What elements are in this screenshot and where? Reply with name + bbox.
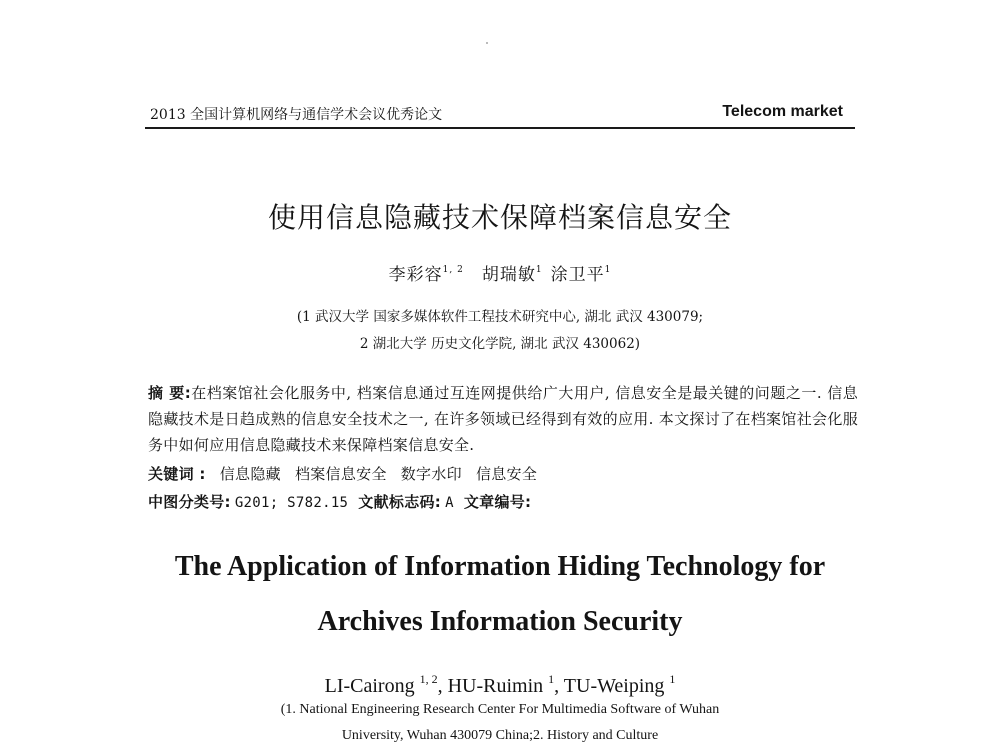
author-cn: 涂卫平 xyxy=(550,265,605,285)
keyword: 档案信息安全 xyxy=(294,465,387,483)
affiliation-en-line: University, Wuhan 430079 China;2. History and Culture xyxy=(341,728,659,743)
keywords-label: 关键词 : xyxy=(148,465,206,483)
affiliation-en-line: (1. National Engineering Research Center For Multimedia Software of Wuhan xyxy=(280,702,720,717)
affiliation-cn-line: 2 湖北大学 历史文化学院, 湖北 武汉 430062) xyxy=(359,336,641,352)
authors-english: LI-Cairong $^{1, 2}$, HU-Ruimin $^1$, TU-Weiping $^1$ xyxy=(324,672,676,697)
title-chinese: 使用信息隐藏技术保障档案信息安全 xyxy=(267,201,732,234)
article-number-label: 文章编号: xyxy=(463,493,532,511)
author-en: LI-Cairong xyxy=(324,675,415,697)
clc-label: 中图分类号: xyxy=(148,493,231,511)
classification-line xyxy=(148,489,858,516)
authors-chinese xyxy=(0,260,1000,285)
affiliation-cn-line: (1 武汉大学 国家多媒体软件工程技术研究中心, 湖北 武汉 430079; xyxy=(296,309,704,325)
author-en-affil: 1 xyxy=(669,672,676,686)
keyword: 信息安全 xyxy=(475,465,538,483)
clc-value: G201; S782.15 xyxy=(234,495,349,511)
scan-speck xyxy=(486,42,488,44)
author-cn: 胡瑞敏 xyxy=(481,265,536,285)
doc-code-value: A xyxy=(445,495,454,511)
title-english-line: The Application of Information Hiding Technology for xyxy=(174,551,826,582)
header-journal: Telecom market xyxy=(722,103,843,120)
doc-code-label: 文献标志码: xyxy=(358,493,442,511)
author-cn-affil: 1 xyxy=(604,265,612,275)
author-cn: 李彩容 xyxy=(388,265,443,285)
abstract xyxy=(148,380,858,458)
running-header xyxy=(145,100,855,129)
abstract-text: 在档案馆社会化服务中, 档案信息通过互连网提供给广大用户, 信息安全是最关键的问题之一. 信息隐藏技术是日趋成熟的信息安全技术之一, 在许多领域已经得到有效的应用. 本文探讨了在档案馆社会化服务中如何应用信息隐藏技术来保障档案信息安全. xyxy=(148,384,859,454)
author-en: TU-Weiping xyxy=(563,675,665,697)
header-conference: 2013 全国计算机网络与通信学术会议优秀论文 xyxy=(150,107,443,123)
author-en-affil: 1 xyxy=(548,672,555,686)
title-english-line: Archives Information Security xyxy=(317,606,683,637)
keyword: 信息隐藏 xyxy=(219,465,281,483)
author-cn-affil: 1, 2 xyxy=(442,265,464,275)
author-en-affil: 1, 2 xyxy=(419,672,438,686)
keyword: 数字水印 xyxy=(400,465,462,483)
author-en: HU-Ruimin xyxy=(447,675,544,697)
abstract-label: 摘 要: xyxy=(148,384,192,402)
keywords xyxy=(148,461,858,487)
author-cn-affil: 1 xyxy=(535,265,543,275)
